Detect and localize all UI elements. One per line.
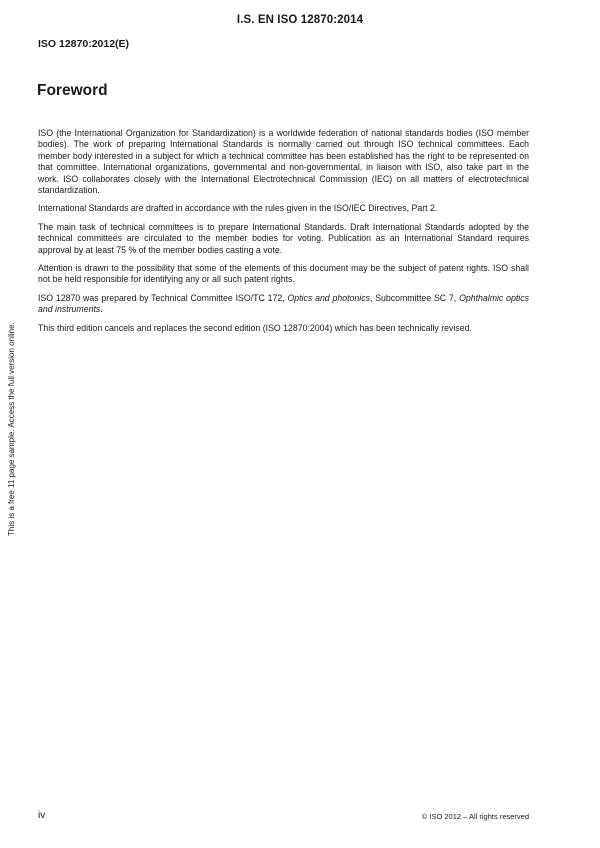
paragraph-technical-committees: The main task of technical committees is to prepare International Standards. Draft International Standards adopted by the technical committees are circulated to the member bodies for voting. Publication as an International Standard requires approval by at least 75 % of the member bodies casting a vote.: [38, 221, 529, 255]
document-id: ISO 12870:2012(E): [38, 38, 130, 50]
committee-name: Optics and photonics: [287, 292, 370, 303]
page-number: iv: [38, 810, 46, 821]
copyright-notice: © ISO 2012 – All rights reserved: [421, 812, 529, 821]
standard-header: I.S. EN ISO 12870:2014: [236, 14, 364, 26]
paragraph-edition: This third edition cancels and replaces the second edition (ISO 12870:2004) which has been technically revised.: [38, 322, 472, 333]
subcommittee-text: , Subcommittee SC 7,: [369, 292, 460, 303]
paragraph-patent-rights: Attention is drawn to the possibility that some of the elements of this document may be the subject of patent rights. ISO shall not be held responsible for identifying any or all such patent rights.: [38, 263, 529, 285]
paragraph-directives: International Standards are drafted in accordance with the rules given in the ISO/IEC Directives, Part 2.: [38, 203, 438, 214]
sample-notice: This is a free 11 page sample. Access the full version online.: [7, 322, 16, 536]
foreword-title: Foreword: [37, 82, 108, 99]
paragraph-prepared-by: [38, 293, 529, 316]
foreword-body: [38, 128, 529, 341]
subcommittee-name: Ophthalmic optics and instruments: [38, 292, 529, 315]
paragraph-iso-intro: ISO (the International Organization for Standardization) is a worldwide federation of national standards bodies (ISO member bodies). The work of preparing International Standards is normally carried out through ISO technical committees. Each member body interested in a subject for which a technical committee has been established has the right to be represented on that committee. International organizations, governmental and non-governmental, in liaison with ISO, also take part in the work. ISO collaborates closely with the International Electrotechnical Commission (IEC) on all matters of electrotechnical standardization.: [38, 128, 529, 196]
prepared-by-text: ISO 12870 was prepared by Technical Committee ISO/TC 172,: [38, 292, 288, 303]
prepared-by-end: .: [100, 304, 103, 315]
